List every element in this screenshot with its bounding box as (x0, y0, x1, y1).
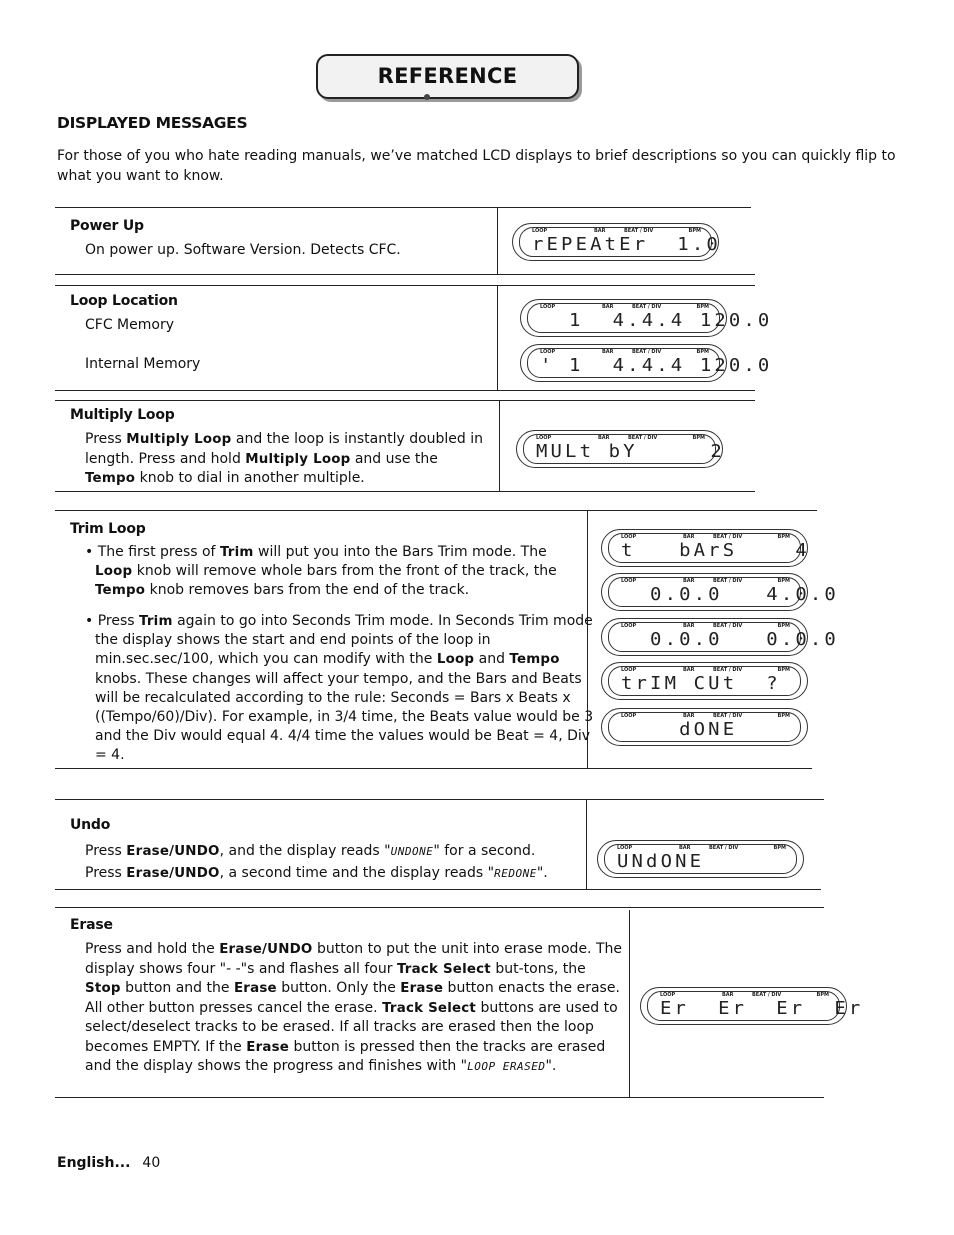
lcd-display-trim-done: LOOP BAR BEAT / DIV BPM dONE (601, 708, 808, 746)
footer-language: English... (57, 1155, 131, 1171)
table-rule (55, 274, 755, 275)
table-rule (55, 285, 755, 286)
lcd-display-erase: LOOP BAR BEAT / DIV BPM Er Er Er Er (640, 987, 847, 1025)
section-title: DISPLAYED MESSAGES (57, 114, 248, 132)
lcd-text: t bArS 4 (621, 540, 810, 561)
page-number: 40 (142, 1155, 161, 1171)
table-rule (55, 390, 755, 391)
table-rule (55, 907, 824, 908)
lcd-text: UNdONE (617, 851, 705, 872)
lcd-text: ' 1 4.4.4 120.0 (540, 355, 773, 376)
loop-location-title: Loop Location (70, 293, 178, 309)
column-divider (497, 285, 498, 390)
lcd-display-trim-cut: LOOP BAR BEAT / DIV BPM trIM CUt ? (601, 662, 808, 700)
lcd-text: rEPEAtEr 1.0 (532, 234, 721, 255)
erase-title: Erase (70, 917, 113, 933)
lcd-text: 0.0.0 4.0.0 (621, 584, 839, 605)
power-up-title: Power Up (70, 218, 144, 234)
internal-memory-label: Internal Memory (85, 356, 201, 372)
multiply-loop-text: Press Multiply Loop and the loop is instantly doubled in length. Press and hold Multiply Loop and use the Tempo knob to dial in another multiple. (85, 431, 484, 486)
undo-text-line-2: Press Erase/UNDO, a second time and the display reads "REDONE". (85, 865, 548, 881)
lcd-display-power-up: LOOP BAR BEAT / DIV BPM rEPEAtEr 1.0 (512, 223, 719, 261)
column-divider (629, 910, 630, 1097)
banner-dot (424, 94, 430, 100)
column-divider (499, 400, 500, 491)
undo-text-line-1: Press Erase/UNDO, and the display reads "UNDONE" for a second. (85, 843, 536, 859)
lcd-display-internal: LOOP BAR BEAT / DIV BPM ' 1 4.4.4 120.0 (520, 344, 727, 382)
table-rule (55, 1097, 824, 1098)
trim-bullet-1: • The first press of Trim will put you into the Bars Trim mode. The Loop knob will remove whole bars from the front of the track, the Tempo knob removes bars from the end of the track. (85, 544, 557, 599)
intro-paragraph: For those of you who hate reading manuals, we’ve matched LCD displays to brief descriptions so you can quickly flip to what you want to know. (57, 148, 896, 184)
table-rule (55, 400, 755, 401)
table-rule (55, 491, 755, 492)
lcd-display-trim-seconds: LOOP BAR BEAT / DIV BPM 0.0.0 4.0.0 (601, 573, 808, 611)
multiply-loop-title: Multiply Loop (70, 407, 175, 423)
lcd-text: 0.0.0 0.0.0 (621, 629, 839, 650)
power-up-text: On power up. Software Version. Detects CFC. (85, 242, 401, 258)
cfc-memory-label: CFC Memory (85, 317, 174, 333)
trim-loop-title: Trim Loop (70, 521, 146, 537)
column-divider (497, 207, 498, 274)
lcd-display-trim-bars: LOOP BAR BEAT / DIV BPM t bArS 4 (601, 529, 808, 567)
lcd-display-multiply: LOOP BAR BEAT / DIV BPM MULt bY 2 (516, 430, 723, 468)
lcd-text: Er Er Er Er (660, 998, 864, 1019)
table-rule (55, 207, 751, 208)
table-rule (55, 889, 821, 890)
lcd-text: 1 4.4.4 120.0 (540, 310, 773, 331)
lcd-text: MULt bY 2 (536, 441, 725, 462)
trim-bullet-2: • Press Trim again to go into Seconds Trim mode. In Seconds Trim mode the display shows the start and end points of the loop in min.sec.sec/100, which you can modify with the Loop and Tempo knobs. These changes will affect your tempo, and the Bars and Beats will be recalculated according to the rule: Seconds = Bars x Beats x ((Tempo/60)/Div). For example, in 3/4 time, the Beats value would be 3 and the Div would equal 4. 4/4 time the values would be Beat = 4, Div = 4. (85, 613, 594, 764)
reference-banner (316, 54, 579, 99)
lcd-display-trim-zero: LOOP BAR BEAT / DIV BPM 0.0.0 0.0.0 (601, 618, 808, 656)
undo-title: Undo (70, 817, 111, 833)
table-rule (55, 768, 812, 769)
page-footer (57, 1155, 160, 1171)
table-rule (55, 799, 824, 800)
page-title: REFERENCE (377, 64, 518, 88)
lcd-text: dONE (621, 719, 738, 740)
column-divider (586, 799, 587, 889)
lcd-display-undone: LOOP BAR BEAT / DIV BPM UNdONE (597, 840, 804, 878)
table-rule (55, 510, 817, 511)
lcd-text: trIM CUt ? (621, 673, 781, 694)
lcd-display-cfc: LOOP BAR BEAT / DIV BPM 1 4.4.4 120.0 (520, 299, 727, 337)
erase-text: Press and hold the Erase/UNDO button to put the unit into erase mode. The display shows four "- -"s and flashes all four Track Select but-tons, the Stop button and the Erase button. Only the Erase button enacts the erase. All other button presses cancel the erase. Track Select buttons are used to select/deselect tracks to be erased. If all tracks are erased then the loop becomes EMPTY. If the Erase button is pressed then the tracks are erased and the display shows the progress and finishes with "LOOP ERASED". (85, 941, 622, 1074)
